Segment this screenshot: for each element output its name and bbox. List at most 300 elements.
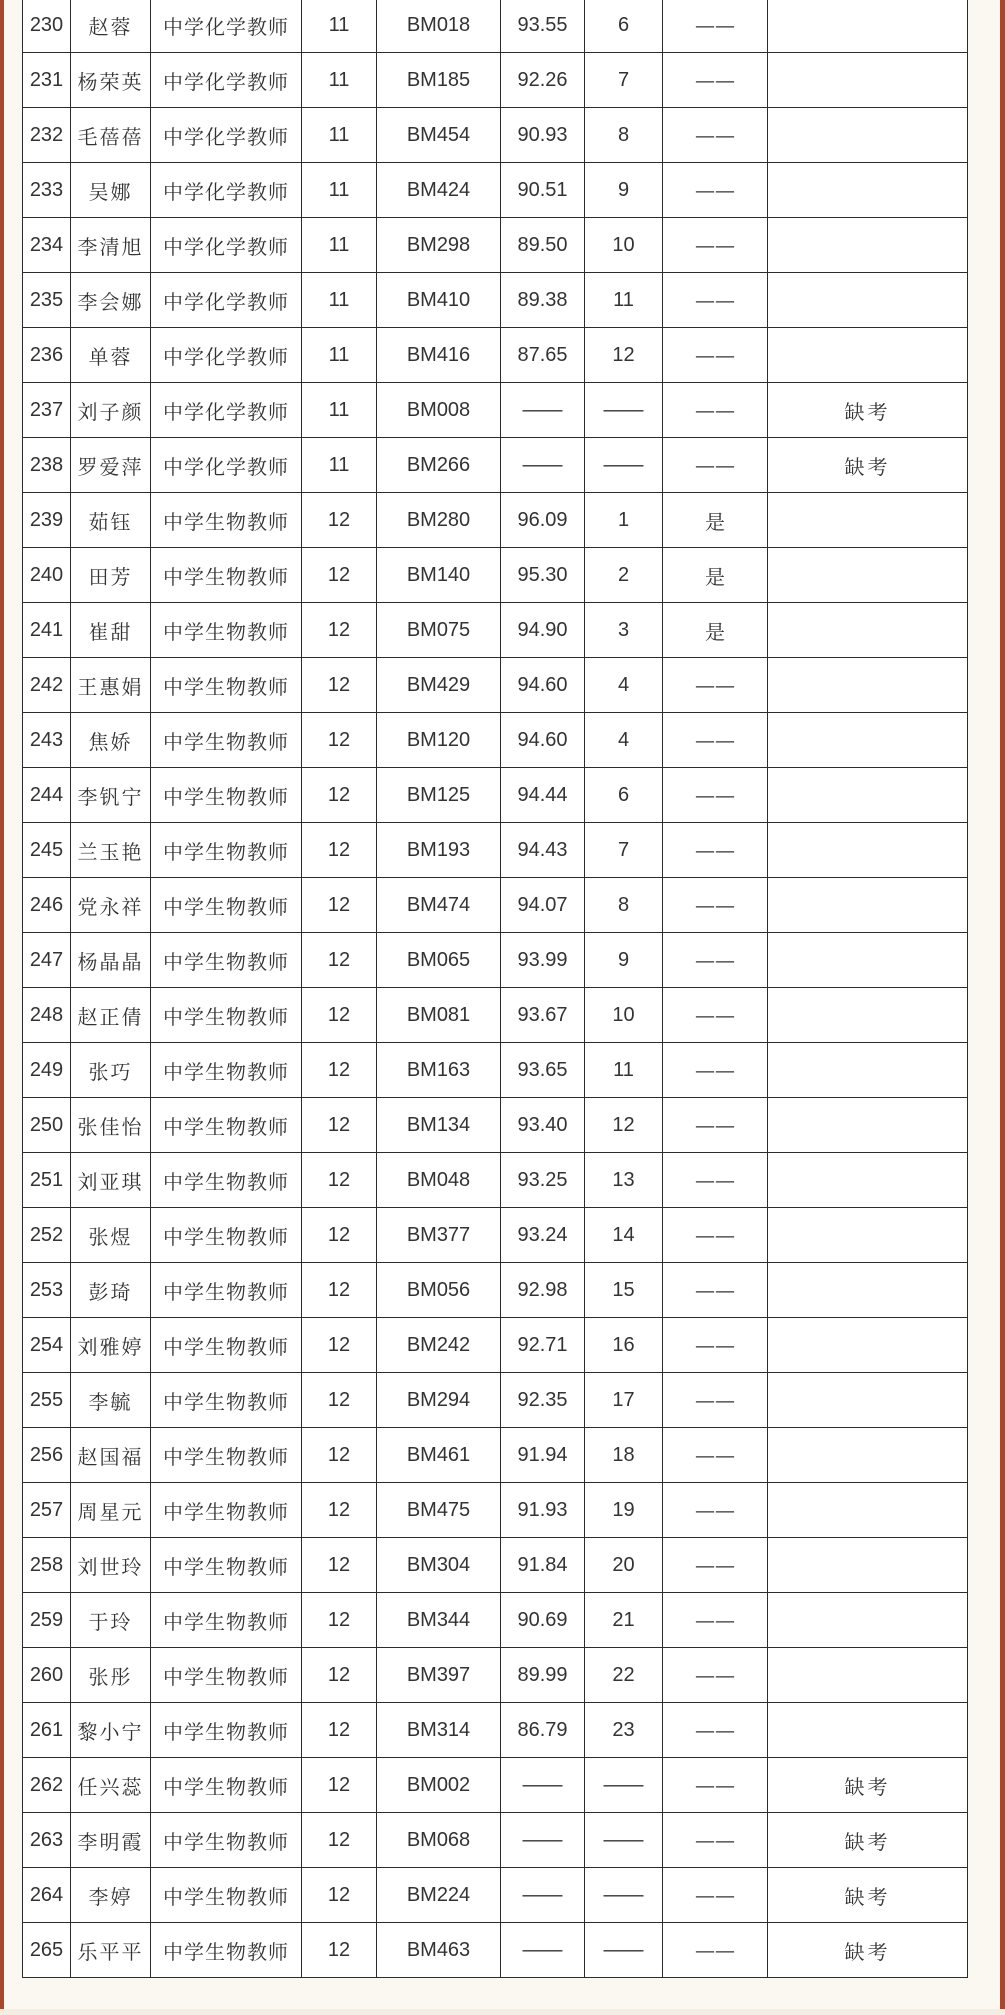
registration-id-cell: BM125: [377, 768, 501, 823]
table-row: [23, 713, 968, 768]
table-row: [23, 658, 968, 713]
applied-position-cell: 中学生物教师: [151, 1538, 302, 1593]
applied-position-cell: 中学生物教师: [151, 768, 302, 823]
interview-qualified-cell: ——: [663, 768, 768, 823]
interview-qualified-cell: ——: [663, 53, 768, 108]
rank-cell: 2: [585, 548, 663, 603]
candidate-name-cell: 黎小宁: [71, 1703, 151, 1758]
position-code-cell: 12: [302, 493, 377, 548]
remark-cell: [768, 163, 968, 218]
written-score-cell: 94.07: [501, 878, 585, 933]
applied-position-cell: 中学生物教师: [151, 1703, 302, 1758]
candidate-name-cell: 刘雅婷: [71, 1318, 151, 1373]
interview-qualified-cell: ——: [663, 1868, 768, 1923]
written-score-cell: 90.93: [501, 108, 585, 163]
applied-position-cell: 中学生物教师: [151, 1758, 302, 1813]
applied-position-cell: 中学生物教师: [151, 1648, 302, 1703]
written-score-cell: 94.90: [501, 603, 585, 658]
interview-qualified-cell: ——: [663, 163, 768, 218]
row-number-cell: 231: [23, 53, 71, 108]
row-number-cell: 264: [23, 1868, 71, 1923]
position-code-cell: 11: [302, 273, 377, 328]
candidate-name-cell: 王惠娟: [71, 658, 151, 713]
rank-cell: ——: [585, 438, 663, 493]
registration-id-cell: BM068: [377, 1813, 501, 1868]
table-row: [23, 1923, 968, 1978]
remark-cell: [768, 1648, 968, 1703]
row-number-cell: 243: [23, 713, 71, 768]
remark-cell: [768, 713, 968, 768]
applied-position-cell: 中学化学教师: [151, 273, 302, 328]
candidate-name-cell: 毛蓓蓓: [71, 108, 151, 163]
table-row: [23, 1868, 968, 1923]
candidate-name-cell: 李清旭: [71, 218, 151, 273]
rank-cell: ——: [585, 1923, 663, 1978]
rank-cell: 20: [585, 1538, 663, 1593]
interview-qualified-cell: ——: [663, 1043, 768, 1098]
table-row: [23, 548, 968, 603]
row-number-cell: 244: [23, 768, 71, 823]
position-code-cell: 12: [302, 1043, 377, 1098]
interview-qualified-cell: ——: [663, 1263, 768, 1318]
written-score-cell: 93.55: [501, 0, 585, 53]
written-score-cell: 93.99: [501, 933, 585, 988]
written-score-cell: ——: [501, 438, 585, 493]
interview-qualified-cell: ——: [663, 1648, 768, 1703]
remark-cell: 缺考: [768, 1813, 968, 1868]
table-row: [23, 108, 968, 163]
rank-cell: ——: [585, 1813, 663, 1868]
rank-cell: 6: [585, 768, 663, 823]
registration-id-cell: BM344: [377, 1593, 501, 1648]
rank-cell: 3: [585, 603, 663, 658]
candidate-name-cell: 张巧: [71, 1043, 151, 1098]
applied-position-cell: 中学生物教师: [151, 713, 302, 768]
registration-id-cell: BM397: [377, 1648, 501, 1703]
row-number-cell: 251: [23, 1153, 71, 1208]
position-code-cell: 12: [302, 1758, 377, 1813]
applied-position-cell: 中学生物教师: [151, 1153, 302, 1208]
table-row: [23, 878, 968, 933]
row-number-cell: 265: [23, 1923, 71, 1978]
position-code-cell: 12: [302, 1098, 377, 1153]
table-row: [23, 823, 968, 878]
rank-cell: 11: [585, 273, 663, 328]
interview-qualified-cell: ——: [663, 1428, 768, 1483]
applied-position-cell: 中学生物教师: [151, 1098, 302, 1153]
candidate-name-cell: 赵正倩: [71, 988, 151, 1043]
candidate-name-cell: 杨晶晶: [71, 933, 151, 988]
written-score-cell: ——: [501, 1868, 585, 1923]
row-number-cell: 255: [23, 1373, 71, 1428]
applied-position-cell: 中学生物教师: [151, 1318, 302, 1373]
interview-qualified-cell: ——: [663, 328, 768, 383]
row-number-cell: 239: [23, 493, 71, 548]
row-number-cell: 233: [23, 163, 71, 218]
candidate-name-cell: 刘亚琪: [71, 1153, 151, 1208]
remark-cell: 缺考: [768, 1923, 968, 1978]
candidate-name-cell: 彭琦: [71, 1263, 151, 1318]
applied-position-cell: 中学化学教师: [151, 328, 302, 383]
interview-qualified-cell: ——: [663, 1538, 768, 1593]
position-code-cell: 12: [302, 878, 377, 933]
remark-cell: [768, 328, 968, 383]
applied-position-cell: 中学生物教师: [151, 1263, 302, 1318]
applied-position-cell: 中学化学教师: [151, 0, 302, 53]
table-row: [23, 1318, 968, 1373]
written-score-cell: 86.79: [501, 1703, 585, 1758]
row-number-cell: 257: [23, 1483, 71, 1538]
registration-id-cell: BM429: [377, 658, 501, 713]
written-score-cell: 91.93: [501, 1483, 585, 1538]
written-score-cell: 93.24: [501, 1208, 585, 1263]
table-row: [23, 1593, 968, 1648]
candidate-name-cell: 于玲: [71, 1593, 151, 1648]
remark-cell: [768, 1098, 968, 1153]
rank-cell: 9: [585, 933, 663, 988]
interview-qualified-cell: ——: [663, 1483, 768, 1538]
applied-position-cell: 中学生物教师: [151, 1483, 302, 1538]
remark-cell: 缺考: [768, 1868, 968, 1923]
written-score-cell: 91.94: [501, 1428, 585, 1483]
registration-id-cell: BM416: [377, 328, 501, 383]
applied-position-cell: 中学生物教师: [151, 493, 302, 548]
remark-cell: 缺考: [768, 383, 968, 438]
rank-cell: 16: [585, 1318, 663, 1373]
applied-position-cell: 中学化学教师: [151, 53, 302, 108]
remark-cell: [768, 768, 968, 823]
candidate-name-cell: 张彤: [71, 1648, 151, 1703]
registration-id-cell: BM018: [377, 0, 501, 53]
remark-cell: 缺考: [768, 1758, 968, 1813]
registration-id-cell: BM008: [377, 383, 501, 438]
written-score-cell: ——: [501, 1813, 585, 1868]
table-row: [23, 1208, 968, 1263]
remark-cell: [768, 1043, 968, 1098]
candidate-name-cell: 罗爱萍: [71, 438, 151, 493]
written-score-cell: 92.35: [501, 1373, 585, 1428]
rank-cell: 7: [585, 53, 663, 108]
rank-cell: 8: [585, 108, 663, 163]
applied-position-cell: 中学生物教师: [151, 1428, 302, 1483]
table-row: [23, 383, 968, 438]
written-score-cell: 95.30: [501, 548, 585, 603]
remark-cell: [768, 108, 968, 163]
registration-id-cell: BM065: [377, 933, 501, 988]
remark-cell: [768, 53, 968, 108]
row-number-cell: 253: [23, 1263, 71, 1318]
candidate-name-cell: 李会娜: [71, 273, 151, 328]
position-code-cell: 12: [302, 1483, 377, 1538]
remark-cell: 缺考: [768, 438, 968, 493]
position-code-cell: 12: [302, 1153, 377, 1208]
position-code-cell: 11: [302, 328, 377, 383]
candidate-name-cell: 李毓: [71, 1373, 151, 1428]
row-number-cell: 235: [23, 273, 71, 328]
position-code-cell: 11: [302, 383, 377, 438]
rank-cell: 10: [585, 988, 663, 1043]
written-score-cell: 92.26: [501, 53, 585, 108]
registration-id-cell: BM140: [377, 548, 501, 603]
candidate-name-cell: 李明霞: [71, 1813, 151, 1868]
registration-id-cell: BM304: [377, 1538, 501, 1593]
table-row: [23, 163, 968, 218]
table-row: [23, 438, 968, 493]
rank-cell: 8: [585, 878, 663, 933]
written-score-cell: ——: [501, 383, 585, 438]
remark-cell: [768, 1428, 968, 1483]
remark-cell: [768, 1373, 968, 1428]
registration-id-cell: BM314: [377, 1703, 501, 1758]
position-code-cell: 12: [302, 548, 377, 603]
interview-qualified-cell: ——: [663, 1208, 768, 1263]
position-code-cell: 12: [302, 1813, 377, 1868]
registration-id-cell: BM134: [377, 1098, 501, 1153]
rank-cell: ——: [585, 1758, 663, 1813]
applied-position-cell: 中学生物教师: [151, 1208, 302, 1263]
applied-position-cell: 中学生物教师: [151, 1043, 302, 1098]
registration-id-cell: BM298: [377, 218, 501, 273]
registration-id-cell: BM474: [377, 878, 501, 933]
table-row: [23, 53, 968, 108]
registration-id-cell: BM463: [377, 1923, 501, 1978]
remark-cell: [768, 1318, 968, 1373]
table-row: [23, 273, 968, 328]
registration-id-cell: BM266: [377, 438, 501, 493]
written-score-cell: 87.65: [501, 328, 585, 383]
written-score-cell: 89.99: [501, 1648, 585, 1703]
row-number-cell: 249: [23, 1043, 71, 1098]
applied-position-cell: 中学生物教师: [151, 988, 302, 1043]
table-row: [23, 1648, 968, 1703]
rank-cell: 18: [585, 1428, 663, 1483]
interview-qualified-cell: ——: [663, 658, 768, 713]
table-row: [23, 218, 968, 273]
interview-qualified-cell: ——: [663, 1318, 768, 1373]
interview-qualified-cell: ——: [663, 1758, 768, 1813]
applied-position-cell: 中学生物教师: [151, 1868, 302, 1923]
registration-id-cell: BM081: [377, 988, 501, 1043]
remark-cell: [768, 603, 968, 658]
row-number-cell: 258: [23, 1538, 71, 1593]
written-score-cell: 90.51: [501, 163, 585, 218]
row-number-cell: 230: [23, 0, 71, 53]
position-code-cell: 12: [302, 933, 377, 988]
candidate-name-cell: 赵蓉: [71, 0, 151, 53]
applied-position-cell: 中学化学教师: [151, 383, 302, 438]
row-number-cell: 236: [23, 328, 71, 383]
position-code-cell: 12: [302, 988, 377, 1043]
applied-position-cell: 中学生物教师: [151, 1923, 302, 1978]
written-score-cell: 92.98: [501, 1263, 585, 1318]
registration-id-cell: BM280: [377, 493, 501, 548]
registration-id-cell: BM185: [377, 53, 501, 108]
interview-qualified-cell: ——: [663, 1703, 768, 1758]
candidate-name-cell: 田芳: [71, 548, 151, 603]
remark-cell: [768, 0, 968, 53]
applied-position-cell: 中学化学教师: [151, 163, 302, 218]
candidate-name-cell: 张煜: [71, 1208, 151, 1263]
position-code-cell: 11: [302, 108, 377, 163]
applied-position-cell: 中学化学教师: [151, 438, 302, 493]
applied-position-cell: 中学生物教师: [151, 603, 302, 658]
applied-position-cell: 中学生物教师: [151, 1373, 302, 1428]
interview-qualified-cell: ——: [663, 1098, 768, 1153]
candidate-name-cell: 李婷: [71, 1868, 151, 1923]
candidate-name-cell: 刘世玲: [71, 1538, 151, 1593]
remark-cell: [768, 1208, 968, 1263]
position-code-cell: 12: [302, 1373, 377, 1428]
row-number-cell: 248: [23, 988, 71, 1043]
registration-id-cell: BM224: [377, 1868, 501, 1923]
interview-qualified-cell: ——: [663, 218, 768, 273]
written-score-cell: 94.43: [501, 823, 585, 878]
remark-cell: [768, 823, 968, 878]
remark-cell: [768, 1538, 968, 1593]
applied-position-cell: 中学化学教师: [151, 108, 302, 163]
registration-id-cell: BM048: [377, 1153, 501, 1208]
interview-qualified-cell: 是: [663, 603, 768, 658]
remark-cell: [768, 1153, 968, 1208]
table-row: [23, 493, 968, 548]
written-score-cell: 94.44: [501, 768, 585, 823]
score-table: [22, 0, 968, 1978]
rank-cell: 1: [585, 493, 663, 548]
position-code-cell: 12: [302, 1263, 377, 1318]
row-number-cell: 259: [23, 1593, 71, 1648]
row-number-cell: 263: [23, 1813, 71, 1868]
written-score-cell: 90.69: [501, 1593, 585, 1648]
rank-cell: 12: [585, 1098, 663, 1153]
remark-cell: [768, 878, 968, 933]
rank-cell: 4: [585, 658, 663, 713]
registration-id-cell: BM461: [377, 1428, 501, 1483]
candidate-name-cell: 崔甜: [71, 603, 151, 658]
interview-qualified-cell: ——: [663, 1373, 768, 1428]
rank-cell: 7: [585, 823, 663, 878]
remark-cell: [768, 548, 968, 603]
table-row: [23, 1373, 968, 1428]
interview-qualified-cell: ——: [663, 1923, 768, 1978]
remark-cell: [768, 1593, 968, 1648]
registration-id-cell: BM475: [377, 1483, 501, 1538]
row-number-cell: 246: [23, 878, 71, 933]
registration-id-cell: BM377: [377, 1208, 501, 1263]
position-code-cell: 12: [302, 1923, 377, 1978]
left-border-rule: [0, 0, 4, 2015]
applied-position-cell: 中学生物教师: [151, 823, 302, 878]
rank-cell: 13: [585, 1153, 663, 1208]
rank-cell: ——: [585, 1868, 663, 1923]
interview-qualified-cell: ——: [663, 1593, 768, 1648]
written-score-cell: ——: [501, 1758, 585, 1813]
row-number-cell: 245: [23, 823, 71, 878]
registration-id-cell: BM193: [377, 823, 501, 878]
applied-position-cell: 中学生物教师: [151, 658, 302, 713]
row-number-cell: 247: [23, 933, 71, 988]
registration-id-cell: BM075: [377, 603, 501, 658]
candidate-name-cell: 任兴蕊: [71, 1758, 151, 1813]
table-row: [23, 1263, 968, 1318]
table-row: [23, 1098, 968, 1153]
row-number-cell: 256: [23, 1428, 71, 1483]
rank-cell: 22: [585, 1648, 663, 1703]
remark-cell: [768, 988, 968, 1043]
rank-cell: 6: [585, 0, 663, 53]
row-number-cell: 254: [23, 1318, 71, 1373]
registration-id-cell: BM410: [377, 273, 501, 328]
written-score-cell: 94.60: [501, 713, 585, 768]
remark-cell: [768, 493, 968, 548]
registration-id-cell: BM242: [377, 1318, 501, 1373]
rank-cell: 14: [585, 1208, 663, 1263]
rank-cell: 17: [585, 1373, 663, 1428]
remark-cell: [768, 658, 968, 713]
rank-cell: 9: [585, 163, 663, 218]
rank-cell: 10: [585, 218, 663, 273]
candidate-name-cell: 张佳怡: [71, 1098, 151, 1153]
applied-position-cell: 中学生物教师: [151, 933, 302, 988]
applied-position-cell: 中学生物教师: [151, 878, 302, 933]
interview-qualified-cell: ——: [663, 383, 768, 438]
table-body: [23, 0, 968, 1978]
table-row: [23, 1153, 968, 1208]
row-number-cell: 234: [23, 218, 71, 273]
position-code-cell: 12: [302, 603, 377, 658]
table-row: [23, 1428, 968, 1483]
position-code-cell: 11: [302, 163, 377, 218]
row-number-cell: 260: [23, 1648, 71, 1703]
table-row: [23, 1758, 968, 1813]
registration-id-cell: BM056: [377, 1263, 501, 1318]
written-score-cell: 93.65: [501, 1043, 585, 1098]
rank-cell: 4: [585, 713, 663, 768]
row-number-cell: 241: [23, 603, 71, 658]
position-code-cell: 12: [302, 1868, 377, 1923]
interview-qualified-cell: ——: [663, 273, 768, 328]
remark-cell: [768, 1703, 968, 1758]
row-number-cell: 237: [23, 383, 71, 438]
position-code-cell: 12: [302, 1428, 377, 1483]
position-code-cell: 12: [302, 1593, 377, 1648]
position-code-cell: 12: [302, 823, 377, 878]
table-row: [23, 1813, 968, 1868]
candidate-name-cell: 李钒宁: [71, 768, 151, 823]
position-code-cell: 12: [302, 1208, 377, 1263]
table-row: [23, 1703, 968, 1758]
position-code-cell: 12: [302, 1703, 377, 1758]
table-row: [23, 933, 968, 988]
rank-cell: 11: [585, 1043, 663, 1098]
registration-id-cell: BM002: [377, 1758, 501, 1813]
remark-cell: [768, 273, 968, 328]
row-number-cell: 240: [23, 548, 71, 603]
position-code-cell: 12: [302, 713, 377, 768]
rank-cell: 23: [585, 1703, 663, 1758]
interview-qualified-cell: 是: [663, 493, 768, 548]
candidate-name-cell: 单蓉: [71, 328, 151, 383]
table-row: [23, 1483, 968, 1538]
row-number-cell: 252: [23, 1208, 71, 1263]
right-border-rule: [1000, 0, 1005, 2015]
interview-qualified-cell: ——: [663, 988, 768, 1043]
written-score-cell: 93.40: [501, 1098, 585, 1153]
interview-qualified-cell: ——: [663, 0, 768, 53]
table-row: [23, 988, 968, 1043]
interview-qualified-cell: ——: [663, 933, 768, 988]
rank-cell: 19: [585, 1483, 663, 1538]
remark-cell: [768, 1483, 968, 1538]
